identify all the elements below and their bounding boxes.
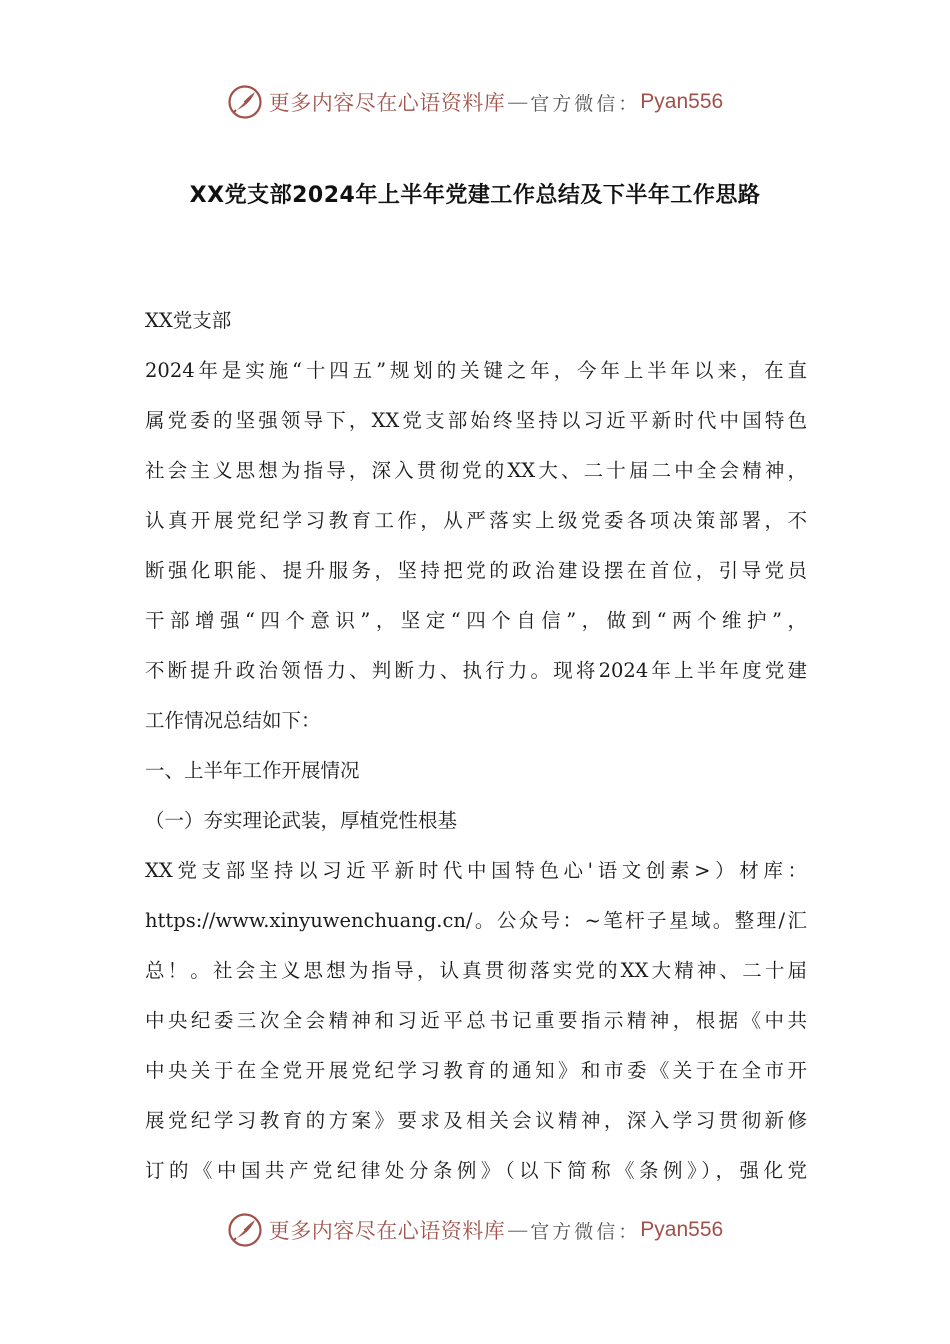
- body-text-line: 断强化职能、提升服务，坚持把党的政治建设摆在首位，引导党员: [145, 559, 807, 582]
- body-text-line: 订的《中国共产党纪律处分条例》（以下简称《条例》），强化党: [145, 1159, 807, 1182]
- body-text-line: 2024年是实施“十四五”规划的关键之年，今年上半年以来，在直: [145, 359, 807, 382]
- body-text-line: 总！。社会主义思想为指导，认真贯彻落实党的XX大精神、二十届: [145, 959, 807, 982]
- body-text-line: 展党纪学习教育的方案》要求及相关会议精神，深入学习贯彻新修: [145, 1109, 807, 1132]
- body-text-line: https://www.xinyuwenchuang.cn/。公众号：~笔杆子星域。整理/汇: [145, 909, 807, 932]
- banner-main-text: 更多内容尽在心语资料库: [268, 91, 506, 115]
- quill-pen-logo-icon: [227, 1212, 263, 1248]
- quill-pen-logo-icon: [227, 84, 263, 120]
- banner-wechat-id: Pyan556: [640, 90, 724, 113]
- body-text-line: 不断提升政治领悟力、判断力、执行力。现将2024年上半年度党建: [145, 659, 807, 682]
- body-text-line: 社会主义思想为指导，深入贯彻党的XX大、二十届二中全会精神，: [145, 459, 807, 482]
- body-text-line: 中央纪委三次全会精神和习近平总书记重要指示精神，根据《中共: [145, 1009, 807, 1032]
- body-text-line: 中央关于在全党开展党纪学习教育的通知》和市委《关于在全市开: [145, 1059, 807, 1082]
- header-watermark-banner: [0, 80, 950, 124]
- body-text-line: XX党支部: [145, 309, 232, 332]
- banner-official-label: 官方微信：: [530, 1220, 641, 1243]
- banner-main-text: 更多内容尽在心语资料库: [268, 1219, 506, 1243]
- banner-separator: —: [507, 1218, 529, 1242]
- body-text-line: 认真开展党纪学习教育工作，从严落实上级党委各项决策部署，不: [145, 509, 807, 532]
- body-text-line: （一）夯实理论武装，厚植党性根基: [145, 809, 458, 832]
- body-text-line: 属党委的坚强领导下，XX党支部始终坚持以习近平新时代中国特色: [145, 409, 807, 432]
- body-text-line: 干部增强“四个意识”，坚定“四个自信”，做到“两个维护”，: [145, 609, 807, 632]
- body-text-line: 一、上半年工作开展情况: [145, 759, 360, 782]
- document-body: [145, 296, 807, 1196]
- body-text-line: XX党支部坚持以习近平新时代中国特色心'语文创素>）材库：: [145, 859, 807, 882]
- banner-wechat-id: Pyan556: [640, 1218, 724, 1241]
- banner-official-label: 官方微信：: [530, 92, 641, 115]
- document-title: XX党支部2024年上半年党建工作总结及下半年工作思路: [189, 183, 761, 208]
- body-text-line: 工作情况总结如下：: [145, 709, 321, 732]
- footer-watermark-banner: [0, 1208, 950, 1252]
- banner-separator: —: [507, 90, 529, 114]
